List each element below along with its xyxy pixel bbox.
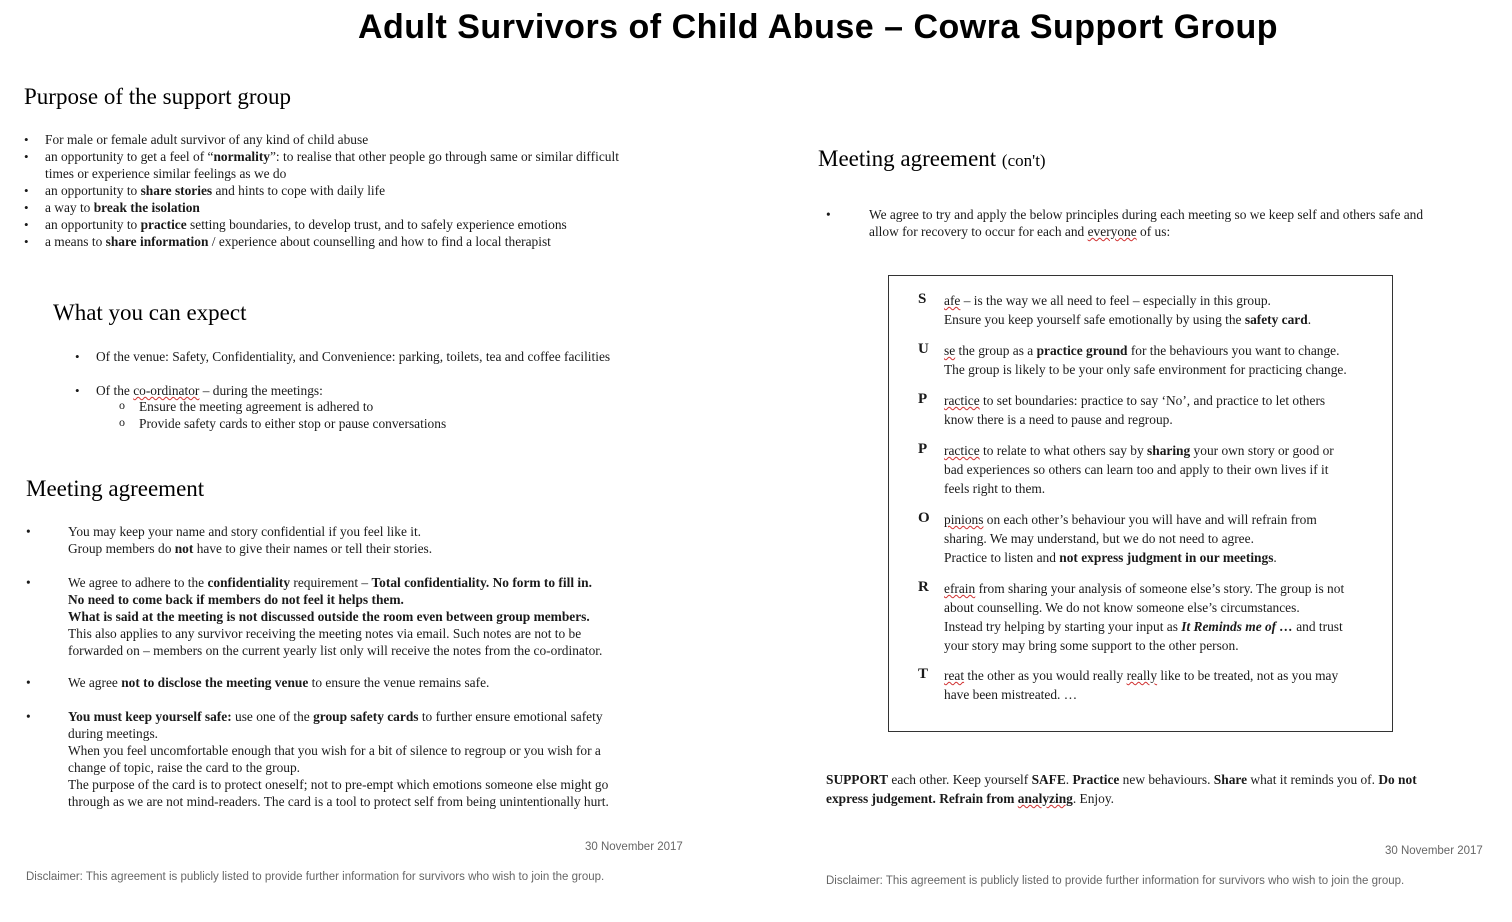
summary-run: .	[1065, 772, 1073, 787]
support-text	[944, 510, 1384, 567]
support-line	[944, 310, 1384, 329]
support-run: and trust	[1292, 619, 1343, 634]
summary-line-1	[826, 770, 1476, 789]
support-run: practice ground	[1036, 343, 1128, 358]
list-item: • Of the venue: Safety, Confidentiality, and Convenience: parking, toilets, tea and coffee facilities	[75, 348, 675, 365]
support-run: the group as a	[955, 343, 1037, 358]
support-line	[944, 479, 1384, 498]
support-letter: P	[918, 391, 928, 407]
support-run: bad experiences so others can learn too and apply to their own lives if it	[944, 462, 1329, 477]
support-run: know there is a need to pause and regroup.	[944, 412, 1173, 427]
summary-line-2	[826, 789, 1476, 808]
purpose-heading: Purpose of the support group	[24, 84, 292, 109]
support-run: Instead try helping by starting your input as	[944, 619, 1182, 634]
support-line	[944, 685, 1384, 704]
support-run: to set boundaries: practice to say ‘No’, and practice to let others	[979, 393, 1326, 408]
support-text	[944, 579, 1384, 655]
support-line	[944, 291, 1384, 310]
list-item: • an opportunity to practice setting boundaries, to develop trust, and to safely experience emotions	[24, 216, 684, 233]
list-item: • an opportunity to share stories and hints to cope with daily life	[24, 182, 684, 199]
support-run: The group is likely to be your only safe environment for practicing change.	[944, 362, 1347, 377]
support-run: not express judgment in our meetings	[1059, 550, 1274, 565]
support-line	[944, 529, 1384, 548]
support-text	[944, 341, 1384, 379]
support-run: Ensure you keep yourself safe emotionally by using the	[944, 312, 1245, 327]
list-item: • a means to share information / experience about counselling and how to find a local therapist	[24, 233, 684, 250]
support-text	[944, 666, 1384, 704]
support-run: your story may bring some support to the other person.	[944, 638, 1239, 653]
list-item: • Of the co-ordinator – during the meetings:	[75, 382, 675, 399]
summary-run: new behaviours.	[1119, 772, 1214, 787]
support-run: really	[1126, 668, 1158, 683]
summary-run: Share	[1213, 772, 1248, 787]
support-text	[944, 391, 1384, 429]
support-letter: O	[918, 510, 930, 526]
summary-run: SUPPORT	[826, 772, 889, 787]
support-run: efrain	[944, 581, 976, 596]
summary-run: SAFE	[1031, 772, 1066, 787]
date-right: 30 November 2017	[1385, 845, 1483, 857]
support-run: the other as you would really	[964, 668, 1127, 683]
agreement-cont-heading: Meeting agreement (con't)	[818, 146, 1046, 171]
support-line	[944, 636, 1384, 655]
support-letter: T	[918, 666, 929, 682]
support-run: have been mistreated. …	[944, 687, 1078, 702]
summary-run: Practice	[1072, 772, 1120, 787]
support-run: reat	[944, 668, 965, 683]
support-line	[944, 548, 1384, 567]
support-run: sharing. We may understand, but we do not need to agree.	[944, 531, 1254, 546]
expect-heading: What you can expect	[53, 300, 247, 325]
disclaimer-left: Disclaimer: This agreement is publicly listed to provide further information for survivors who wish to join the group.	[26, 871, 605, 883]
support-line	[944, 617, 1384, 636]
support-run: Practice to listen and	[944, 550, 1060, 565]
support-line	[944, 579, 1384, 598]
support-run: for the behaviours you want to change.	[1127, 343, 1340, 358]
summary-run: . Enjoy.	[1072, 791, 1115, 806]
support-letter: U	[918, 341, 929, 357]
purpose-list	[24, 131, 684, 250]
support-letter: S	[918, 291, 927, 307]
support-line	[944, 460, 1384, 479]
support-acronym-box	[888, 275, 1393, 732]
list-item: o Ensure the meeting agreement is adhered to	[117, 398, 677, 415]
support-line	[944, 666, 1384, 685]
support-text	[944, 441, 1384, 498]
support-text	[944, 291, 1384, 329]
summary-run: analyzing	[1017, 791, 1073, 806]
support-letter: R	[918, 579, 929, 595]
support-run: – is the way we all need to feel – especially in this group.	[960, 293, 1271, 308]
date-left: 30 November 2017	[585, 841, 683, 853]
list-item: • For male or female adult survivor of any kind of child abuse	[24, 131, 684, 148]
summary-run: what it reminds you of.	[1247, 772, 1379, 787]
support-run: sharing	[1147, 443, 1191, 458]
support-line	[944, 441, 1384, 460]
support-run: like to be treated, not as you may	[1157, 668, 1339, 683]
support-line	[944, 598, 1384, 617]
support-run: pinions	[944, 512, 984, 527]
list-item: o Provide safety cards to either stop or pause conversations	[117, 415, 677, 432]
support-run: to relate to what others say by	[979, 443, 1148, 458]
support-run: about counselling. We do not know someone else’s circumstances.	[944, 600, 1300, 615]
list-item: • an opportunity to get a feel of “normality”: to realise that other people go through same or similar difficult times or experience similar feelings as we do	[24, 148, 684, 182]
expect-coordinator	[75, 382, 675, 399]
support-run: .	[1307, 312, 1312, 327]
expect-venue	[75, 348, 675, 365]
support-letter: P	[918, 441, 928, 457]
summary-run: express judgement. Refrain from	[826, 791, 1018, 806]
support-run: safety card	[1244, 312, 1308, 327]
agreement-heading: Meeting agreement	[26, 476, 205, 501]
support-run: feels right to them.	[944, 481, 1046, 496]
support-run: on each other’s behaviour you will have and will refrain from	[983, 512, 1317, 527]
support-run: your own story or good or	[1190, 443, 1334, 458]
support-run: ractice	[944, 393, 980, 408]
support-run: .	[1273, 550, 1277, 565]
support-line	[944, 360, 1384, 379]
support-line	[944, 391, 1384, 410]
support-run: ractice	[944, 443, 980, 458]
support-line	[944, 341, 1384, 360]
support-run: afe	[944, 293, 961, 308]
support-summary	[826, 770, 1476, 808]
support-run: It Reminds me of …	[1181, 619, 1293, 634]
support-run: se	[944, 343, 956, 358]
page-title: Adult Survivors of Child Abuse – Cowra Support Group	[357, 8, 1279, 46]
list-item: • a way to break the isolation	[24, 199, 684, 216]
support-line	[944, 410, 1384, 429]
support-line	[944, 510, 1384, 529]
summary-run: Do not	[1378, 772, 1417, 787]
summary-run: each other. Keep yourself	[888, 772, 1032, 787]
support-run: from sharing your analysis of someone else’s story. The group is not	[975, 581, 1345, 596]
coordinator-sublist	[117, 398, 677, 432]
disclaimer-right: Disclaimer: This agreement is publicly listed to provide further information for survivors who wish to join the group.	[826, 875, 1405, 887]
